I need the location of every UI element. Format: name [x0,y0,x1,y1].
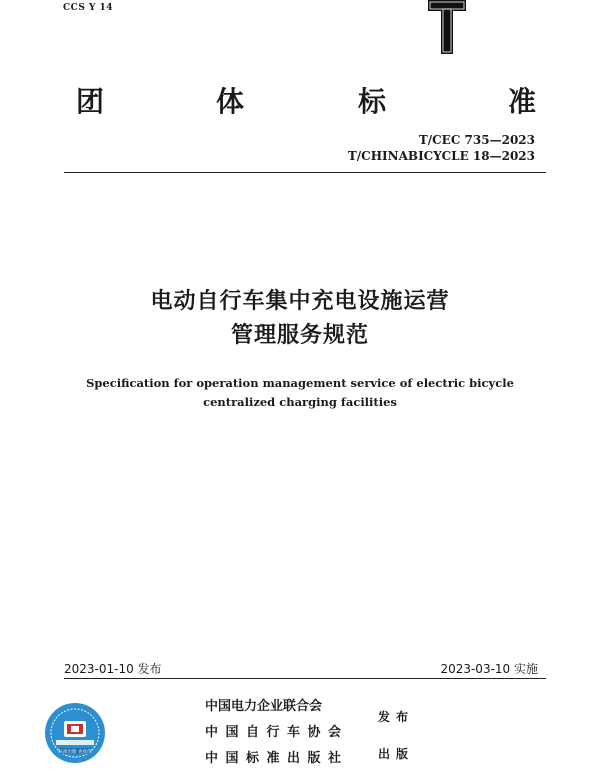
publish-label: 发布 [378,710,415,724]
implementation-date: 2023-03-10 实施 [440,662,538,676]
title-cn-line1: 电动自行车集中充电设施运营 [150,289,450,314]
top-divider [64,172,546,173]
title-english [0,374,600,412]
org-standards-press: 中国标准出版社 [205,751,349,766]
bottom-divider [64,678,546,679]
print-label: 出版 [378,747,415,761]
category-char: 团 [76,85,105,118]
title-cn-line2: 管理服务规范 [230,323,369,348]
publishing-organizations [205,694,349,772]
standard-category [76,86,538,118]
standard-code-chinabicycle: T/CHINABICYCLE 18—2023 [347,149,535,163]
standard-t-logo [428,0,466,54]
title-chinese [0,285,600,353]
org-cec: 中国电力企业联合会 [205,699,323,714]
title-en-line2: centralized charging facilities [203,395,397,409]
category-char: 标 [358,85,387,118]
org-china-bicycle-association: 中国自行车协会 [205,725,349,740]
anti-counterfeit-seal-icon [44,702,106,764]
category-char: 体 [216,85,245,118]
seal-text: 标准出版 查真伪 [58,750,92,755]
standard-code-cec: T/CEC 735—2023 [418,133,535,147]
title-en-line1: Specification for operation management service of electric bicycle [86,376,514,390]
standard-codes [348,132,535,164]
category-char: 准 [508,85,537,118]
ccs-code: CCS Y 14 [63,3,114,13]
issue-date: 2023-01-10 发布 [64,662,162,676]
